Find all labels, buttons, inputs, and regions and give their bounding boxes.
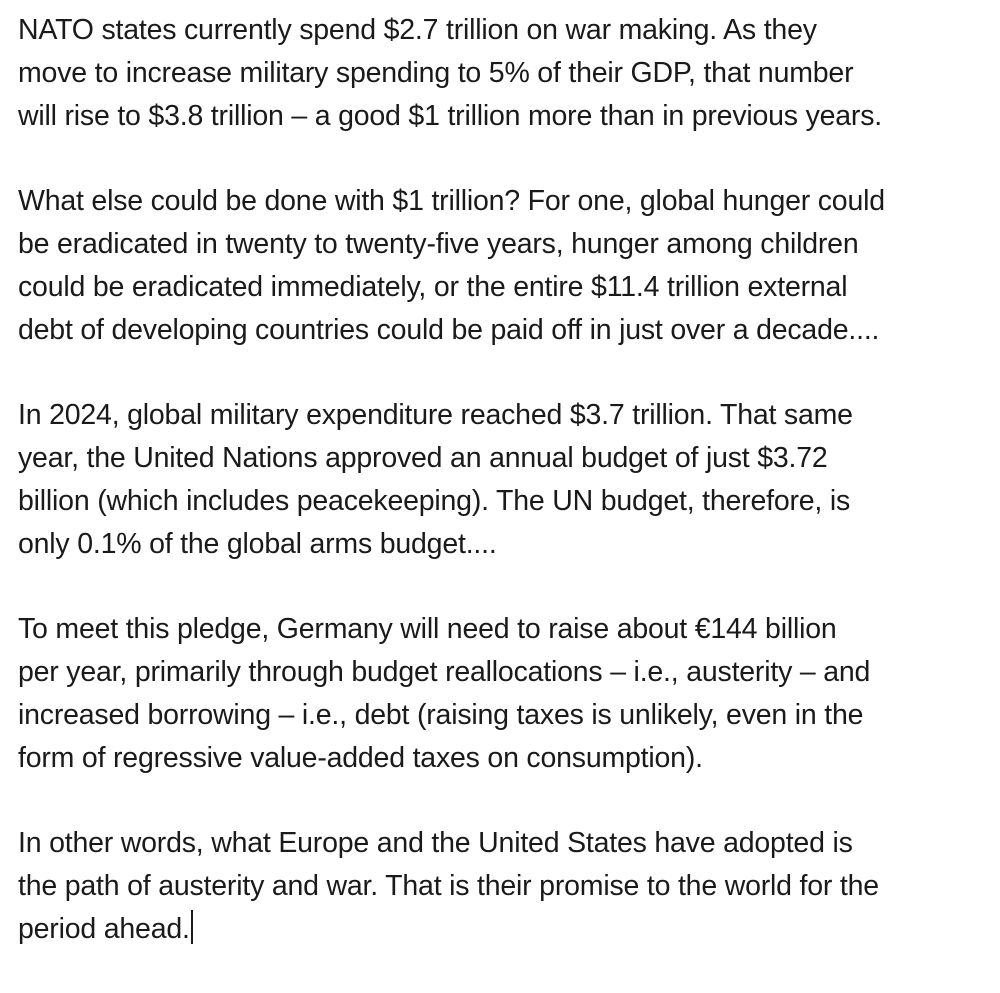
text-line-content: period ahead. [18, 912, 190, 945]
text-line: year, the United Nations approved an annual budget of just $3.72 [18, 441, 828, 474]
text-line: NATO states currently spend $2.7 trillion on war making. As they [18, 14, 817, 46]
text-line: form of regressive value-added taxes on consumption). [18, 741, 703, 774]
text-line: will rise to $3.8 trillion – a good $1 trillion more than in previous years. [18, 99, 882, 132]
text-line: increased borrowing – i.e., debt (raising taxes is unlikely, even in the [18, 698, 864, 731]
text-line: What else could be done with $1 trillion? For one, global hunger could [18, 185, 885, 218]
text-line: the path of austerity and war. That is their promise to the world for the [18, 869, 879, 902]
text-line-last [18, 908, 978, 951]
text-line: To meet this pledge, Germany will need to raise about €144 billion [18, 613, 837, 646]
paragraph-1 [18, 9, 978, 137]
text-line: In other words, what Europe and the United States have adopted is [18, 827, 853, 860]
text-line: In 2024, global military expenditure reached $3.7 trillion. That same [18, 399, 853, 432]
text-line: move to increase military spending to 5% of their GDP, that number [18, 56, 854, 89]
text-line: billion (which includes peacekeeping). The UN budget, therefore, is [18, 484, 851, 517]
text-line: only 0.1% of the global arms budget.... [18, 527, 497, 560]
paragraph-5 [18, 822, 978, 950]
text-line: be eradicated in twenty to twenty-five years, hunger among children [18, 227, 859, 260]
paragraph-4 [18, 608, 978, 779]
paragraph-3 [18, 394, 978, 565]
text-cursor [191, 910, 193, 944]
text-line: per year, primarily through budget reallocations – i.e., austerity – and [18, 655, 871, 688]
text-editor[interactable] [18, 9, 978, 993]
text-line: could be eradicated immediately, or the entire $11.4 trillion external [18, 270, 848, 303]
paragraph-2 [18, 180, 978, 351]
text-line: debt of developing countries could be paid off in just over a decade.... [18, 313, 880, 346]
